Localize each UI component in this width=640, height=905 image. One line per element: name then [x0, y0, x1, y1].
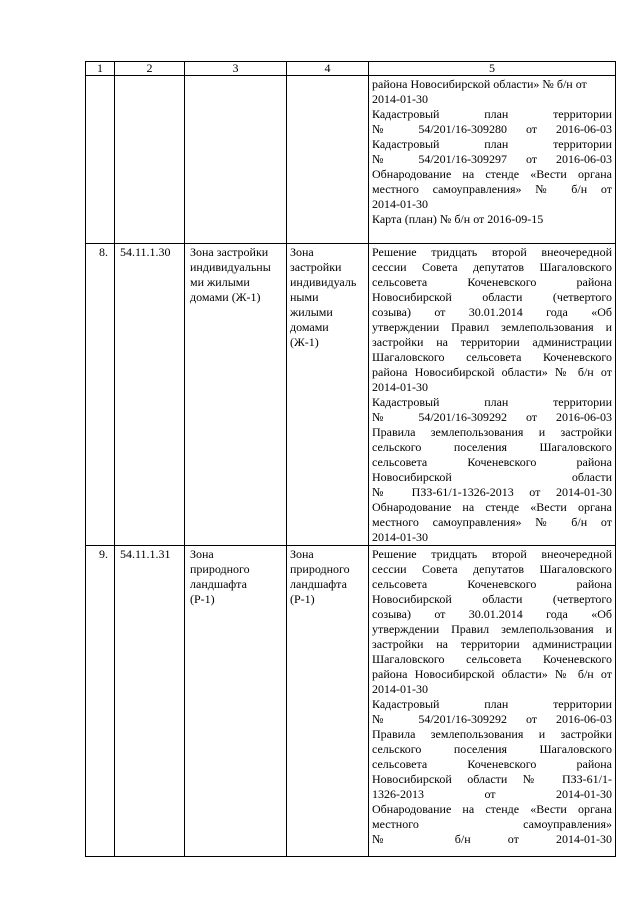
zone-name [287, 546, 369, 857]
continuation-documents-cell [369, 76, 616, 244]
zone-documents [369, 244, 616, 546]
document-text-line: 2014-01-30 [372, 197, 428, 211]
document-text-line: № 54/201/16-309280 от 2016-06-03 [372, 122, 612, 136]
document-text-line: сессии Совета депутатов Шагаловского [372, 562, 612, 576]
document-text-line: Решение тридцать второй внеочередной [372, 245, 612, 259]
document-text-line: района Новосибирской области» № б/н от [372, 667, 612, 681]
zone-text-line: ландшафта [190, 577, 247, 591]
header-cell-2: 2 [115, 62, 185, 76]
document-text-line: Кадастровый план территории [372, 137, 612, 151]
zone-text-line: индивидуальны [190, 260, 271, 274]
column-number-row [86, 62, 616, 76]
document-text-line: сельсовета Коченевского района [372, 577, 612, 591]
zone-text-line: застройки [290, 260, 342, 274]
document-text-line: № 54/201/16-309292 от 2016-06-03 [372, 712, 612, 726]
zone-documents [369, 546, 616, 857]
continuation-num-cell [86, 76, 115, 244]
zone-text-line: ландшафта [290, 577, 347, 591]
document-text-line: местного самоуправления» [372, 817, 612, 831]
document-text-line: Решение тридцать второй внеочередной [372, 547, 612, 561]
document-text-line: местного самоуправления» № б/н от [372, 182, 612, 196]
document-text-line: сельского поселения Шагаловского [372, 440, 612, 454]
document-text-line: застройки на территории администрации [372, 637, 612, 651]
row-number: 9. [86, 546, 115, 857]
zone-description [185, 244, 287, 546]
document-text-line: сельского поселения Шагаловского [372, 742, 612, 756]
document-text-line: № 54/201/16-309297 от 2016-06-03 [372, 152, 612, 166]
zone-text-line: ми жилыми [190, 275, 250, 289]
header-cell-5: 5 [369, 62, 616, 76]
document-text-line: № б/н от 2014-01-30 [372, 832, 612, 846]
zone-text-line: (Ж-1) [290, 335, 319, 349]
document-text-line: утверждении Правил землепользования и [372, 320, 612, 334]
zone-text-line: домами [290, 320, 329, 334]
zone-text-line: Зона [290, 547, 314, 561]
continuation-row [86, 76, 616, 244]
zone-name [287, 244, 369, 546]
registry-table [85, 61, 616, 857]
document-text-line: утверждении Правил землепользования и [372, 622, 612, 636]
zone-text-line: Зона застройки [190, 245, 269, 259]
document-text-line: 1326-2013 от 2014-01-30 [372, 787, 612, 801]
table-row [86, 244, 616, 546]
document-text-line: Шагаловского сельсовета Коченевского [372, 652, 612, 666]
zone-text-line: Зона [290, 245, 314, 259]
zone-text-line: природного [290, 562, 350, 576]
continuation-zone-name-cell [287, 76, 369, 244]
document-text-line: № ПЗЗ-61/1-1326-2013 от 2014-01-30 [372, 485, 612, 499]
document-text-line: Новосибирской области [372, 470, 612, 484]
document-text-line: Обнародование на стенде «Вести органа [372, 167, 612, 181]
zone-text-line: Зона [190, 547, 214, 561]
row-number: 8. [86, 244, 115, 546]
document-text-line: 2014-01-30 [372, 92, 428, 106]
zone-code: 54.11.1.30 [115, 244, 185, 546]
document-text-line: Кадастровый план территории [372, 697, 612, 711]
document-text-line: Новосибирской области № ПЗЗ-61/1- [372, 772, 612, 786]
zone-text-line: индивидуаль [290, 275, 357, 289]
table-row [86, 546, 616, 857]
document-text-line: Обнародование на стенде «Вести органа [372, 802, 612, 816]
document-text-line: застройки на территории администрации [372, 335, 612, 349]
zone-text-line: жилыми [290, 305, 333, 319]
continuation-zone-cell [185, 76, 287, 244]
zone-code: 54.11.1.31 [115, 546, 185, 857]
document-text-line: 2014-01-30 [372, 682, 428, 696]
zone-text-line: (Р-1) [190, 592, 215, 606]
document-text-line: созыва) от 30.01.2014 года «Об [372, 607, 612, 621]
continuation-code-cell [115, 76, 185, 244]
document-text-line: местного самоуправления» № б/н от [372, 515, 612, 529]
document-text-line: Карта (план) № б/н от 2016-09-15 [372, 212, 544, 226]
document-text-line: сессии Совета депутатов Шагаловского [372, 260, 612, 274]
table-body [86, 62, 616, 857]
zone-text-line: природного [190, 562, 250, 576]
document-text-line: района Новосибирской области» № б/н от [372, 365, 612, 379]
zone-description [185, 546, 287, 857]
document-text-line: Новосибирской области (четвертого [372, 592, 612, 606]
document-text-line: 2014-01-30 [372, 530, 428, 544]
document-text-line: Правила землепользования и застройки [372, 425, 612, 439]
document-text-line: 2014-01-30 [372, 380, 428, 394]
header-cell-1: 1 [86, 62, 115, 76]
document-text-line: района Новосибирской области» № б/н от [372, 77, 587, 91]
zone-text-line: домами (Ж-1) [190, 290, 261, 304]
document-text-line: созыва) от 30.01.2014 года «Об [372, 305, 612, 319]
document-text-line: Кадастровый план территории [372, 107, 612, 121]
document-text-line: № 54/201/16-309292 от 2016-06-03 [372, 410, 612, 424]
document-text-line: Правила землепользования и застройки [372, 727, 612, 741]
document-text-line: сельсовета Коченевского района [372, 757, 612, 771]
document-text-line: Новосибирской области (четвертого [372, 290, 612, 304]
document-text-line: Шагаловского сельсовета Коченевского [372, 350, 612, 364]
document-text-line: Кадастровый план территории [372, 395, 612, 409]
header-cell-4: 4 [287, 62, 369, 76]
header-cell-3: 3 [185, 62, 287, 76]
document-text-line: Обнародование на стенде «Вести органа [372, 500, 612, 514]
document-text-line: сельсовета Коченевского района [372, 275, 612, 289]
zone-text-line: (Р-1) [290, 592, 315, 606]
document-text-line: сельсовета Коченевского района [372, 455, 612, 469]
zone-text-line: ными [290, 290, 319, 304]
